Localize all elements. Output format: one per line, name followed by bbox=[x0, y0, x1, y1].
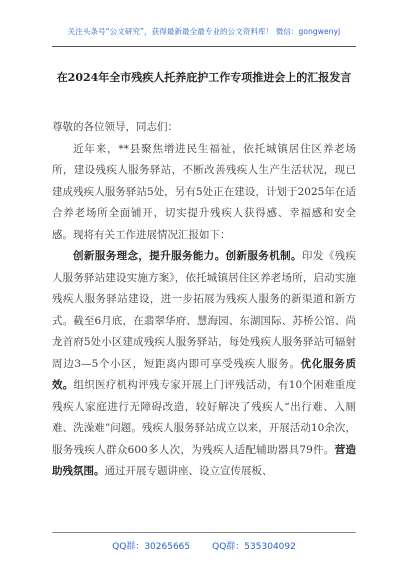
section-1-sub-1-title: 创新服务机制。 bbox=[225, 250, 302, 262]
footer-divider bbox=[52, 532, 356, 533]
footer-qq-group-1: QQ群：30265665 bbox=[112, 542, 191, 552]
section-1-sub-3-title: 营造助残氛围。 bbox=[52, 443, 356, 477]
salutation: 尊敬的各位领导，同志们： bbox=[52, 121, 178, 133]
document-title: 在2024年全市残疾人托养庇护工作专项推进会上的汇报发言 bbox=[56, 71, 352, 84]
document-body bbox=[52, 117, 356, 483]
section-1-title: 创新服务理念，提升服务能力。 bbox=[73, 250, 226, 262]
paragraph-section-1 bbox=[52, 246, 356, 483]
section-1-sub-1-text: 印发《残疾人服务驿站建设实施方案》，依托城镇居住区养老场所，启动实施残疾人服务驿站建设，进一步拓展为残疾人服务的新渠道和新方式。截至6月底，在翡翠华府、慧海园、东湖国际、苏桥公馆、尚龙首府5处小区建成残疾人服务驿站，每处残疾人服务驿站可辐射周边3—5个小区，短距离内即可享受残疾人服务。 bbox=[52, 250, 357, 370]
section-1-sub-2-title: 优化服务质效。 bbox=[52, 357, 356, 391]
footer-qq-group-2: QQ群：535304092 bbox=[212, 542, 296, 552]
paragraph-intro: 近年来，**县聚焦增进民生福祉，依托城镇居住区养老场所，建设残疾人服务驿站，不断改善残疾人生产生活状况，现已建成残疾人服务驿站5处，另有5处正在建设，计划于2025年在适合养老场所全面铺开，切实提升残疾人获得感、幸福感和安全感。现将有关工作进展情况汇报如下： bbox=[52, 142, 356, 241]
header-divider bbox=[52, 46, 356, 47]
header-note: 关注头条号“公文研究”，获得最新最全最专业的公文资料库！ 微信：gongwenyj bbox=[67, 27, 341, 36]
section-1-sub-2-text: 组织医疗机构评残专家开展上门评残活动，有10个困难重度残疾人家庭进行无障碍改造，较好解决了残疾人“出行难、入厕难、洗澡难”问题。残疾人服务驿站成立以来，开展活动10余次，服务残疾人群众600多人次，为残疾人适配辅助器具79件。 bbox=[52, 379, 356, 456]
section-1-sub-3-text: 通过开展专题讲座、设立宣传展板、 bbox=[104, 465, 273, 477]
footer bbox=[52, 539, 356, 552]
